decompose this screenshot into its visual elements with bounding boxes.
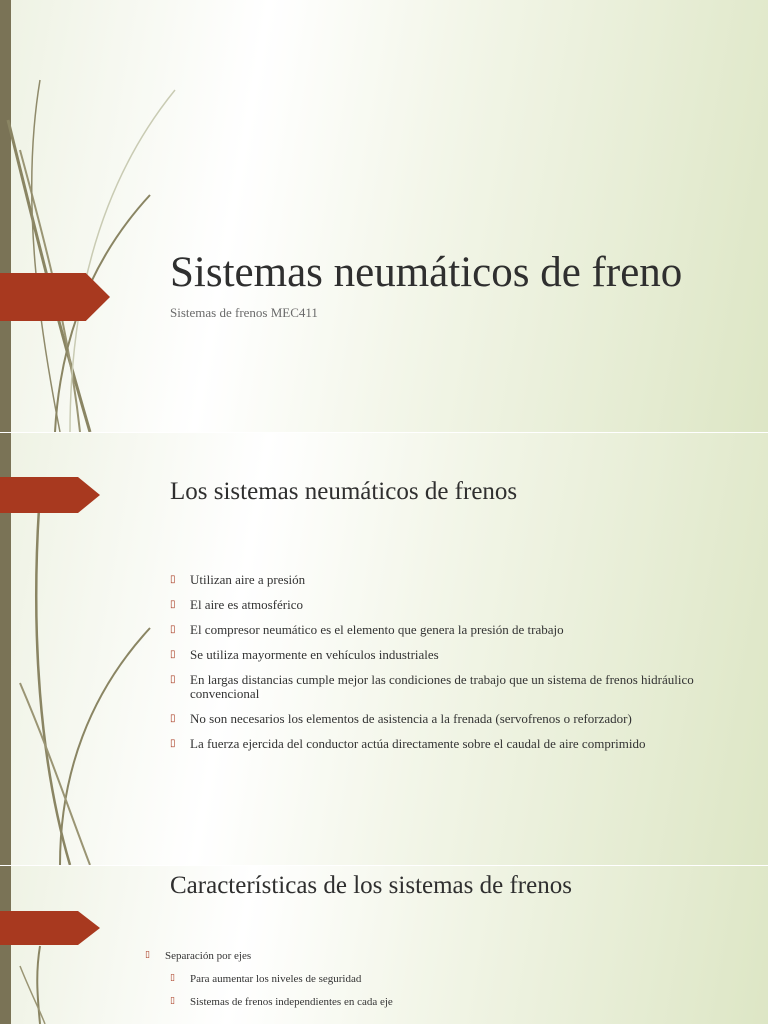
slide-title-text: Sistemas neumáticos de freno (170, 249, 683, 296)
square-bullet-icon: ▯ (170, 649, 176, 660)
list-item-text: Separación por ejes (165, 950, 252, 962)
list-item-text: No son necesarios los elementos de asistencia a la frenada (servofrenos o reforzador) (190, 711, 632, 726)
list-item (170, 573, 710, 587)
list-item (170, 996, 705, 1009)
list-item (170, 648, 710, 662)
slide-title-text: Características de los sistemas de frenos (170, 872, 572, 899)
square-bullet-icon: ▯ (145, 950, 150, 960)
bullet-list (170, 573, 710, 762)
square-bullet-icon: ▯ (170, 713, 176, 724)
list-item-text: El aire es atmosférico (190, 597, 303, 612)
list-item (170, 623, 710, 637)
list-item (170, 598, 710, 612)
square-bullet-icon: ▯ (170, 973, 175, 983)
list-item (170, 712, 710, 726)
list-item-text: La fuerza ejercida del conductor actúa directamente sobre el caudal de aire comprimido (190, 736, 646, 751)
slide-subtitle: Sistemas de frenos MEC411 (170, 305, 318, 320)
bullet-list (145, 950, 705, 1019)
list-item (170, 737, 710, 751)
list-item (145, 950, 705, 963)
slide-title-text: Los sistemas neumáticos de frenos (170, 478, 518, 505)
list-item-text: El compresor neumático es el elemento que genera la presión de trabajo (190, 622, 564, 637)
slide-title (0, 0, 768, 432)
slide-content (0, 866, 768, 1024)
list-item (170, 673, 710, 701)
square-bullet-icon: ▯ (170, 574, 176, 585)
square-bullet-icon: ▯ (170, 674, 176, 685)
swirl-decoration (0, 0, 200, 432)
square-bullet-icon: ▯ (170, 738, 176, 749)
list-item-text: Se utiliza mayormente en vehículos industriales (190, 647, 439, 662)
square-bullet-icon: ▯ (170, 624, 176, 635)
square-bullet-icon: ▯ (170, 996, 175, 1006)
list-item (170, 973, 705, 986)
slide-content (0, 433, 768, 865)
square-bullet-icon: ▯ (170, 599, 176, 610)
list-item-text: En largas distancias cumple mejor las condiciones de trabajo que un sistema de frenos hidráulico convencional (190, 672, 694, 701)
list-item-text: Sistemas de frenos independientes en cada eje (190, 996, 393, 1008)
list-item-text: Para aumentar los niveles de seguridad (190, 973, 362, 985)
list-item-text: Utilizan aire a presión (190, 572, 306, 587)
